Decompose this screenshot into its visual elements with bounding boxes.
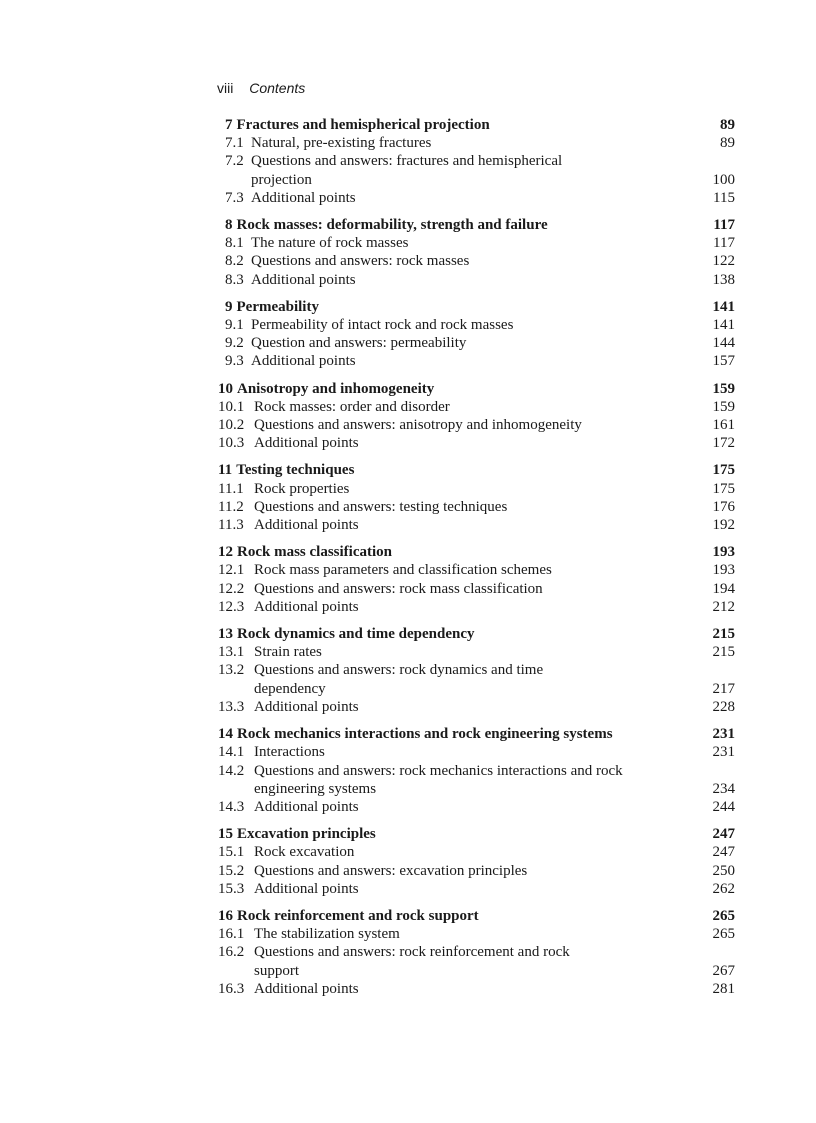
section-entry xyxy=(218,561,735,579)
section-page-number: 231 xyxy=(712,744,735,761)
section-number: 13.3 xyxy=(218,698,245,715)
toc-chapter-13 xyxy=(218,625,735,716)
chapter-page-number: 159 xyxy=(712,380,735,397)
section-number: 14.3 xyxy=(218,798,245,815)
chapter-title: Rock mass classification xyxy=(237,544,392,561)
section-title-continuation: projection xyxy=(251,171,312,188)
toc-chapter-10 xyxy=(218,380,735,453)
chapter-page-number: 247 xyxy=(712,826,735,843)
page-header xyxy=(217,80,305,96)
section-title: Rock mass parameters and classification schemes xyxy=(254,562,552,579)
toc-chapter-7 xyxy=(218,116,735,207)
toc-chapter-9 xyxy=(218,298,735,371)
section-page-number: 234 xyxy=(712,780,735,797)
section-entry xyxy=(225,316,735,334)
section-number: 8.1 xyxy=(225,235,244,252)
section-page-number: 194 xyxy=(712,580,735,597)
section-entry xyxy=(218,798,735,816)
chapter-number: 7 xyxy=(225,117,233,133)
section-page-number: 157 xyxy=(712,353,735,370)
section-page-number: 244 xyxy=(712,798,735,815)
section-number: 7.3 xyxy=(225,189,244,206)
section-page-number: 89 xyxy=(720,135,735,152)
page-folio: viii xyxy=(217,80,234,96)
section-number: 13.1 xyxy=(218,644,245,661)
section-number: 13.2 xyxy=(218,662,245,679)
section-entry xyxy=(218,398,735,416)
section-entry xyxy=(218,980,735,998)
section-entry xyxy=(218,743,735,761)
chapter-heading xyxy=(218,907,735,925)
toc-chapter-11 xyxy=(218,461,735,534)
section-entry xyxy=(218,661,735,679)
section-title: Questions and answers: anisotropy and inhomogeneity xyxy=(254,417,582,434)
section-number: 14.2 xyxy=(218,762,245,779)
section-number: 15.2 xyxy=(218,862,245,879)
section-page-number: 175 xyxy=(712,480,735,497)
section-entry xyxy=(218,643,735,661)
toc-chapter-8 xyxy=(218,216,735,289)
section-entry xyxy=(218,416,735,434)
chapter-number: 14 xyxy=(218,726,233,743)
section-title: Questions and answers: fractures and hemispherical xyxy=(251,153,563,170)
section-number: 12.1 xyxy=(218,562,245,579)
section-title: Additional points xyxy=(251,189,356,206)
section-entry xyxy=(225,189,735,207)
section-title: Strain rates xyxy=(254,644,322,661)
chapter-number: 10 xyxy=(218,380,233,397)
section-page-number: 144 xyxy=(712,335,735,352)
section-entry xyxy=(218,943,735,961)
section-page-number: 176 xyxy=(712,498,735,515)
section-title-continuation: dependency xyxy=(254,680,326,697)
section-number: 10.3 xyxy=(218,435,245,452)
chapter-title: Fractures and hemispherical projection xyxy=(236,117,490,133)
chapter-page-number: 193 xyxy=(712,544,735,561)
section-title: Permeability of intact rock and rock masses xyxy=(251,317,514,334)
section-page-number: 267 xyxy=(712,962,735,979)
chapter-heading xyxy=(225,216,735,234)
section-number: 15.1 xyxy=(218,844,245,861)
table-of-contents xyxy=(218,116,735,1007)
chapter-heading xyxy=(225,116,735,134)
section-title: Additional points xyxy=(254,798,359,815)
section-number: 11.2 xyxy=(218,498,244,515)
section-page-number: 212 xyxy=(712,598,735,615)
section-number: 14.1 xyxy=(218,744,245,761)
section-entry-continuation xyxy=(218,780,735,798)
chapter-number: 11 xyxy=(218,462,233,479)
section-title: Questions and answers: rock masses xyxy=(251,253,470,270)
section-page-number: 172 xyxy=(712,435,735,452)
chapter-title: Rock dynamics and time dependency xyxy=(237,626,475,643)
section-number: 7.2 xyxy=(225,153,244,170)
section-entry-continuation xyxy=(218,962,735,980)
chapter-page-number: 141 xyxy=(712,298,735,315)
chapter-title: Testing techniques xyxy=(236,462,355,479)
section-title: Additional points xyxy=(254,880,359,897)
chapter-title: Anisotropy and inhomogeneity xyxy=(237,380,435,397)
section-page-number: 193 xyxy=(712,562,735,579)
section-number: 9.2 xyxy=(225,335,244,352)
section-title: The nature of rock masses xyxy=(251,235,409,252)
chapter-heading xyxy=(218,380,735,398)
section-page-number: 217 xyxy=(712,680,735,697)
section-page-number: 138 xyxy=(712,271,735,288)
section-title: Questions and answers: excavation principles xyxy=(254,862,528,879)
section-page-number: 115 xyxy=(713,189,735,206)
toc-chapter-14 xyxy=(218,725,735,816)
section-number: 8.2 xyxy=(225,253,244,270)
section-entry xyxy=(218,516,735,534)
section-page-number: 117 xyxy=(713,235,735,252)
section-title: Rock masses: order and disorder xyxy=(254,398,450,415)
section-number: 9.1 xyxy=(225,317,244,334)
section-page-number: 159 xyxy=(712,398,735,415)
chapter-title: Rock mechanics interactions and rock engineering systems xyxy=(237,726,613,743)
section-entry xyxy=(225,252,735,270)
section-number: 11.3 xyxy=(218,517,244,534)
section-entry xyxy=(225,334,735,352)
chapter-number: 13 xyxy=(218,626,233,643)
chapter-heading xyxy=(218,543,735,561)
section-title: Additional points xyxy=(254,598,359,615)
section-title: Additional points xyxy=(254,980,359,997)
section-title-continuation: engineering systems xyxy=(254,780,377,797)
toc-chapter-12 xyxy=(218,543,735,616)
section-title: Questions and answers: rock mass classification xyxy=(254,580,543,597)
section-number: 16.1 xyxy=(218,926,245,943)
section-entry xyxy=(218,862,735,880)
chapter-number: 9 xyxy=(225,298,233,315)
chapter-heading xyxy=(218,825,735,843)
section-number: 16.2 xyxy=(218,944,245,961)
section-entry xyxy=(218,698,735,716)
chapter-number: 15 xyxy=(218,826,233,843)
section-number: 7.1 xyxy=(225,135,244,152)
section-title: Additional points xyxy=(254,698,359,715)
chapter-page-number: 175 xyxy=(712,462,735,479)
section-entry xyxy=(218,598,735,616)
section-number: 10.2 xyxy=(218,417,245,434)
section-title-continuation: support xyxy=(254,962,299,979)
chapter-heading xyxy=(218,625,735,643)
chapter-number: 12 xyxy=(218,544,233,561)
section-entry xyxy=(218,843,735,861)
section-number: 8.3 xyxy=(225,271,244,288)
chapter-heading xyxy=(225,298,735,316)
section-title: Additional points xyxy=(254,435,359,452)
section-title: Question and answers: permeability xyxy=(251,335,467,352)
section-number: 12.3 xyxy=(218,598,245,615)
section-entry xyxy=(218,880,735,898)
section-entry xyxy=(218,580,735,598)
section-title: Natural, pre-existing fractures xyxy=(251,135,432,152)
section-page-number: 100 xyxy=(712,171,735,188)
section-title: Additional points xyxy=(251,271,356,288)
section-entry xyxy=(218,498,735,516)
chapter-heading xyxy=(218,725,735,743)
section-entry xyxy=(218,480,735,498)
section-title: Rock properties xyxy=(254,480,350,497)
section-entry xyxy=(225,234,735,252)
chapter-title: Rock reinforcement and rock support xyxy=(237,907,479,924)
section-number: 12.2 xyxy=(218,580,245,597)
chapter-title: Excavation principles xyxy=(237,826,376,843)
toc-chapter-16 xyxy=(218,907,735,998)
section-page-number: 265 xyxy=(712,926,735,943)
section-title: Questions and answers: rock mechanics interactions and rock xyxy=(254,762,623,779)
section-title: Questions and answers: testing techniques xyxy=(254,498,508,515)
chapter-page-number: 215 xyxy=(712,626,735,643)
section-entry xyxy=(225,152,735,170)
section-title: Additional points xyxy=(254,517,359,534)
section-page-number: 250 xyxy=(712,862,735,879)
section-title: Rock excavation xyxy=(254,844,355,861)
section-number: 16.3 xyxy=(218,980,245,997)
chapter-page-number: 117 xyxy=(713,217,735,234)
section-page-number: 215 xyxy=(712,644,735,661)
section-page-number: 228 xyxy=(712,698,735,715)
section-page-number: 262 xyxy=(712,880,735,897)
section-entry xyxy=(225,134,735,152)
section-number: 10.1 xyxy=(218,398,245,415)
chapter-page-number: 89 xyxy=(720,117,735,133)
chapter-page-number: 265 xyxy=(712,907,735,924)
section-page-number: 281 xyxy=(712,980,735,997)
section-number: 15.3 xyxy=(218,880,245,897)
section-number: 11.1 xyxy=(218,480,244,497)
section-entry xyxy=(218,434,735,452)
section-entry xyxy=(225,271,735,289)
section-page-number: 247 xyxy=(712,844,735,861)
section-entry xyxy=(218,762,735,780)
section-entry-continuation xyxy=(218,680,735,698)
section-entry xyxy=(225,352,735,370)
section-title: Questions and answers: rock reinforcement and rock xyxy=(254,944,570,961)
section-title: Questions and answers: rock dynamics and time xyxy=(254,662,544,679)
chapter-number: 8 xyxy=(225,217,233,234)
section-title: Additional points xyxy=(251,353,356,370)
toc-chapter-15 xyxy=(218,825,735,898)
section-title: The stabilization system xyxy=(254,926,400,943)
chapter-number: 16 xyxy=(218,907,233,924)
section-number: 9.3 xyxy=(225,353,244,370)
section-entry xyxy=(218,925,735,943)
section-page-number: 122 xyxy=(712,253,735,270)
chapter-title: Permeability xyxy=(236,298,319,315)
chapter-heading xyxy=(218,461,735,479)
section-page-number: 192 xyxy=(712,517,735,534)
running-title: Contents xyxy=(249,80,306,96)
section-entry-continuation xyxy=(225,171,735,189)
section-title: Interactions xyxy=(254,744,325,761)
chapter-title: Rock masses: deformability, strength and failure xyxy=(236,217,548,234)
section-page-number: 141 xyxy=(712,317,735,334)
chapter-page-number: 231 xyxy=(712,726,735,743)
section-page-number: 161 xyxy=(712,417,735,434)
